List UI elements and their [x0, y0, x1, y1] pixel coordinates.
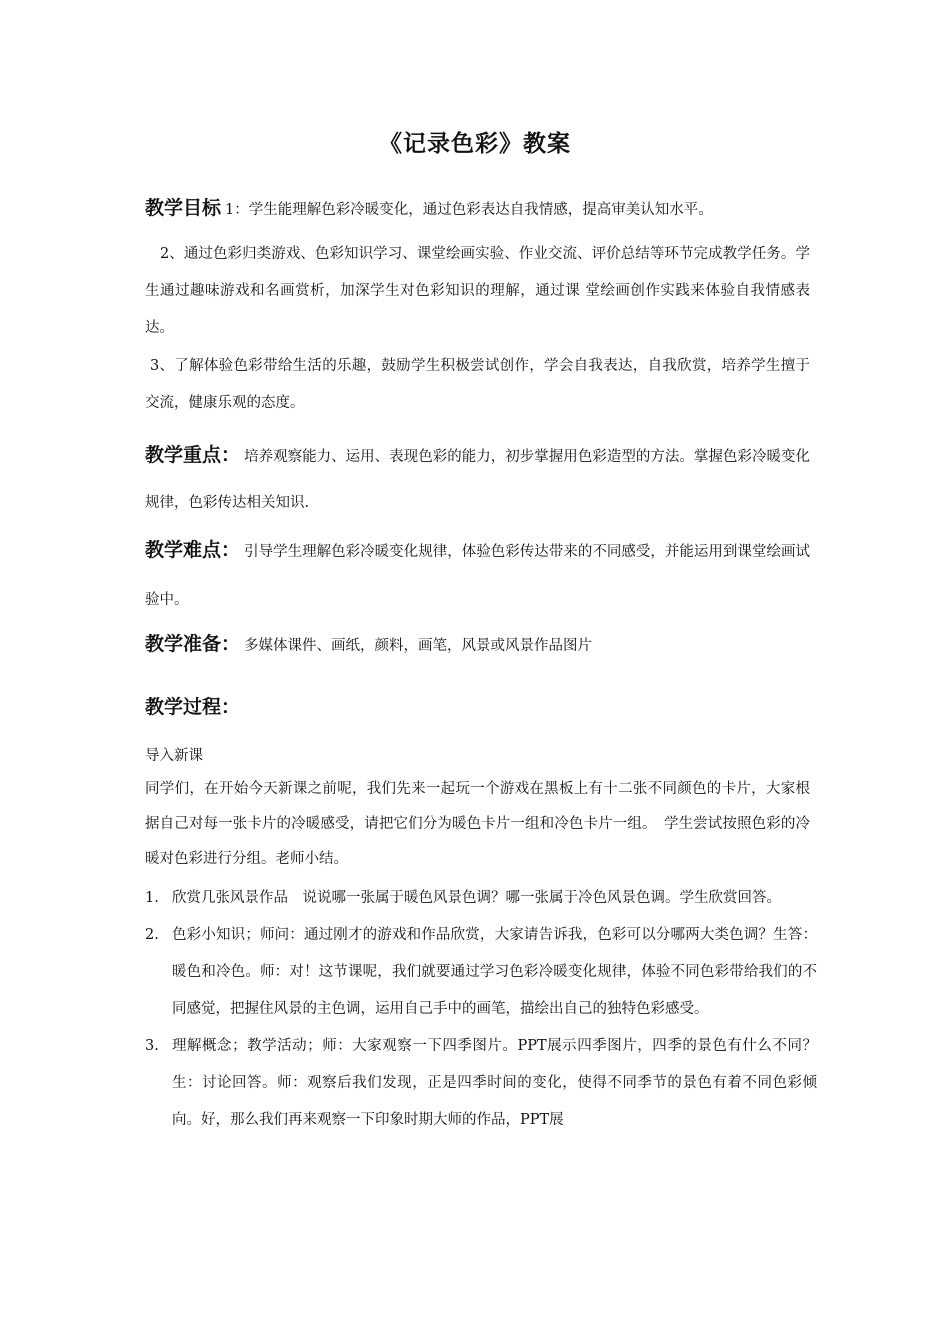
- key-points-text: 培养观察能力、运用、表现色彩的能力，初步掌握用色彩造型的方法。掌握色彩冷暖变化规律，色彩传达相关知识.: [145, 449, 810, 511]
- key-points: [145, 432, 810, 526]
- list-item: [145, 917, 817, 1028]
- step-number: 2.: [145, 927, 159, 943]
- preparation-text: 多媒体课件、画纸，颜料，画笔，风景或风景作品图片: [244, 638, 593, 654]
- objectives-item-3: 3、了解体验色彩带给生活的乐趣，鼓励学生积极尝试创作，学会自我表达，自我欣赏，培养学生擅于交流，健康乐观的态度。: [145, 358, 810, 411]
- intro-text: 同学们，在开始今天新课之前呢，我们先来一起玩一个游戏在黑板上有十二张不同颜色的卡片，大家根据自己对每一张卡片的冷暖感受，请把它们分为暖色卡片一组和冷色卡片一组。 学生尝试按照色彩的冷暖对色彩进行分组。老师小结。: [145, 781, 810, 867]
- objectives-item-1: [145, 190, 810, 229]
- step-number: 3.: [145, 1038, 159, 1054]
- objectives-heading: 教学目标: [145, 197, 222, 219]
- process-heading: 教学过程：: [145, 696, 241, 718]
- difficulties-heading: 教学难点：: [145, 539, 241, 561]
- key-points-heading: 教学重点：: [145, 444, 241, 466]
- step-text: 欣赏几张风景作品 说说哪一张属于暖色风景色调？哪一张属于冷色风景色调。学生欣赏回答。: [172, 890, 781, 906]
- intro-label: 导入新课: [145, 748, 203, 764]
- objectives-item-1-text: 1：学生能理解色彩冷暖变化，通过色彩表达自我情感，提高审美认知水平。: [225, 202, 713, 218]
- step-number: 1.: [145, 890, 159, 906]
- process-steps: [145, 880, 817, 1139]
- list-item: [145, 880, 817, 917]
- objectives-item-2: 2、通过色彩归类游戏、色彩知识学习、课堂绘画实验、作业交流、评价总结等环节完成教学任务。学生通过趣味游戏和名画赏析，加深学生对色彩知识的理解，通过课 堂绘画创作实践来体验自我情感表达。: [145, 246, 810, 336]
- difficulties-text: 引导学生理解色彩冷暖变化规律，体验色彩传达带来的不同感受，并能运用到课堂绘画试验中。: [145, 544, 810, 608]
- difficulties: [145, 526, 810, 624]
- preparation: [145, 626, 810, 665]
- step-text: 理解概念；教学活动；师：大家观察一下四季图片。PPT展示四季图片，四季的景色有什么不同？生：讨论回答。师：观察后我们发现，正是四季时间的变化，使得不同季节的景色有着不同色彩倾向。好，那么我们再来观察一下印象时期大师的作品，PPT展: [172, 1038, 817, 1128]
- list-item: [145, 1028, 817, 1139]
- step-text: 色彩小知识；师问：通过刚才的游戏和作品欣赏，大家请告诉我，色彩可以分哪两大类色调？生答：暖色和冷色。师：对！这节课呢，我们就要通过学习色彩冷暖变化规律，体验不同色彩带给我们的不同感觉，把握住风景的主色调，运用自己手中的画笔，描绘出自己的独特色彩感受。: [172, 927, 817, 1017]
- preparation-heading: 教学准备：: [145, 633, 241, 655]
- page-title: 《记录色彩》教案: [379, 131, 571, 157]
